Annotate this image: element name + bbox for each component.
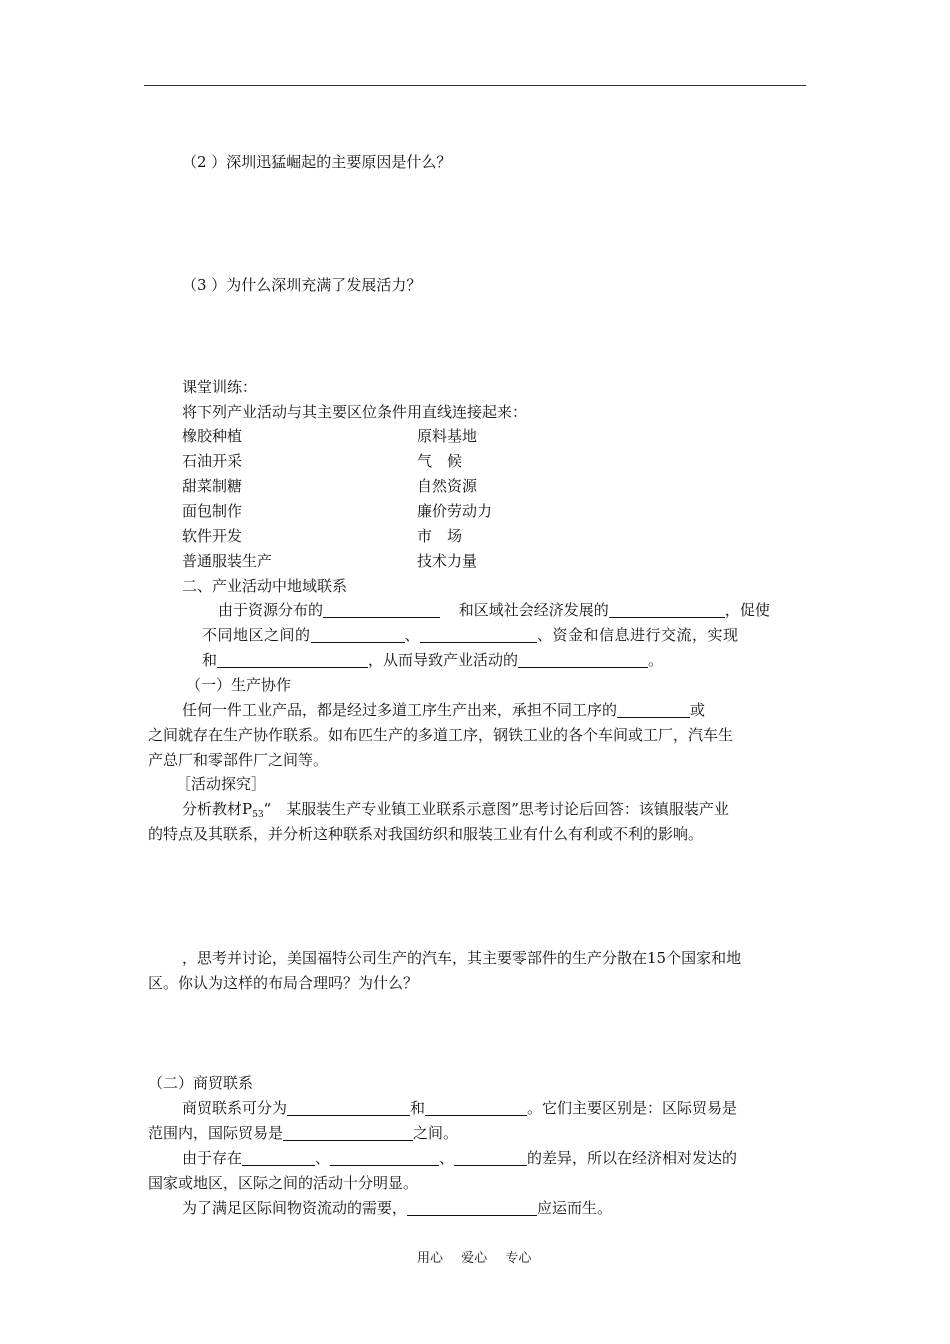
- blank[interactable]: [609, 600, 725, 618]
- section-2-title: 二、产业活动中地域联系: [182, 577, 348, 595]
- blank[interactable]: [407, 1198, 537, 1216]
- blank[interactable]: [454, 1148, 527, 1166]
- match-left: 普通服装生产: [182, 552, 273, 570]
- trade-line-4: 国家或地区，区际之间的活动十分明显。: [148, 1174, 419, 1192]
- footer-word: 爱心: [461, 1251, 488, 1266]
- match-row: [182, 499, 582, 524]
- blank[interactable]: [425, 1098, 527, 1116]
- match-row: [182, 549, 582, 574]
- ford-line-2: 区。你认为这样的布局合理吗？为什么？: [148, 974, 419, 992]
- activity-title: ［活动探究］: [176, 775, 267, 793]
- match-right: 气 候: [417, 452, 463, 470]
- subsection-2-title: （二）商贸联系: [148, 1074, 254, 1092]
- section-2-line-2: 不同地区之间的 、 、资金和信息进行交流，实现: [202, 626, 739, 644]
- question-3: （3 ）为什么深圳充满了发展活力？: [182, 276, 422, 294]
- blank[interactable]: [518, 650, 648, 668]
- blank[interactable]: [420, 625, 537, 643]
- section-2-line-3: 和 ，从而导致产业活动的 。: [202, 651, 664, 669]
- trade-line-5: 为了满足区际间物资流动的需要， 应运而生。: [182, 1199, 613, 1217]
- match-left: 石油开采: [182, 452, 243, 470]
- blank[interactable]: [617, 700, 690, 718]
- blank[interactable]: [217, 650, 368, 668]
- header-rule: [144, 85, 806, 86]
- blank[interactable]: [330, 1148, 439, 1166]
- trade-line-2: 范围内，国际贸易是 之间。: [148, 1124, 459, 1142]
- production-line-3: 产总厂和零部件厂之间等。: [148, 751, 329, 769]
- footer-word: 专心: [505, 1251, 532, 1266]
- practice-title: 课堂训练：: [182, 378, 258, 396]
- activity-line-2: 的特点及其联系，并分析这种联系对我国纺织和服装工业有什么有利或不利的影响。: [148, 825, 704, 843]
- match-row: [182, 524, 582, 549]
- match-right: 廉价劳动力: [417, 502, 493, 520]
- question-2: （2 ）深圳迅猛崛起的主要原因是什么？: [182, 153, 452, 171]
- blank[interactable]: [323, 600, 440, 618]
- match-right: 市 场: [417, 527, 463, 545]
- blank[interactable]: [242, 1148, 315, 1166]
- ford-line-1: ，思考并讨论，美国福特公司生产的汽车，其主要零部件的生产分散在15个国家和地: [182, 949, 742, 967]
- match-left: 软件开发: [182, 527, 243, 545]
- trade-line-1: 商贸联系可分为 和 。它们主要区别是：区际贸易是: [182, 1099, 738, 1117]
- subsection-1-title: （一）生产协作: [186, 676, 292, 694]
- blank[interactable]: [311, 625, 405, 643]
- footer-word: 用心: [417, 1251, 444, 1266]
- match-right: 自然资源: [417, 477, 478, 495]
- production-line-1: 任何一件工业产品，都是经过多道工序生产出来，承担不同工序的 或: [182, 701, 706, 719]
- match-row: [182, 474, 582, 499]
- match-row: [182, 449, 582, 474]
- match-left: 面包制作: [182, 502, 243, 520]
- blank[interactable]: [287, 1098, 410, 1116]
- section-2-line-1: 由于资源分布的 和区域社会经济发展的 ，促使: [218, 601, 770, 619]
- match-left: 甜菜制糖: [182, 477, 243, 495]
- page-footer: [417, 1246, 545, 1271]
- practice-instruction: 将下列产业活动与其主要区位条件用直线连接起来：: [182, 403, 528, 421]
- trade-line-3: 由于存在 、 、 的差异，所以在经济相对发达的: [182, 1149, 738, 1167]
- production-line-2: 之间就存在生产协作联系。如布匹生产的多道工序，钢铁工业的各个车间或工厂，汽车生: [148, 726, 734, 744]
- match-left: 橡胶种植: [182, 427, 243, 445]
- activity-line-1: 分析教材$P_{53}“$ 某服装生产专业镇工业联系示意图”思考讨论后回答：该镇服装产业: [182, 800, 729, 820]
- blank[interactable]: [283, 1123, 413, 1141]
- match-row: [182, 424, 582, 449]
- match-right: 技术力量: [417, 552, 478, 570]
- match-right: 原料基地: [417, 427, 478, 445]
